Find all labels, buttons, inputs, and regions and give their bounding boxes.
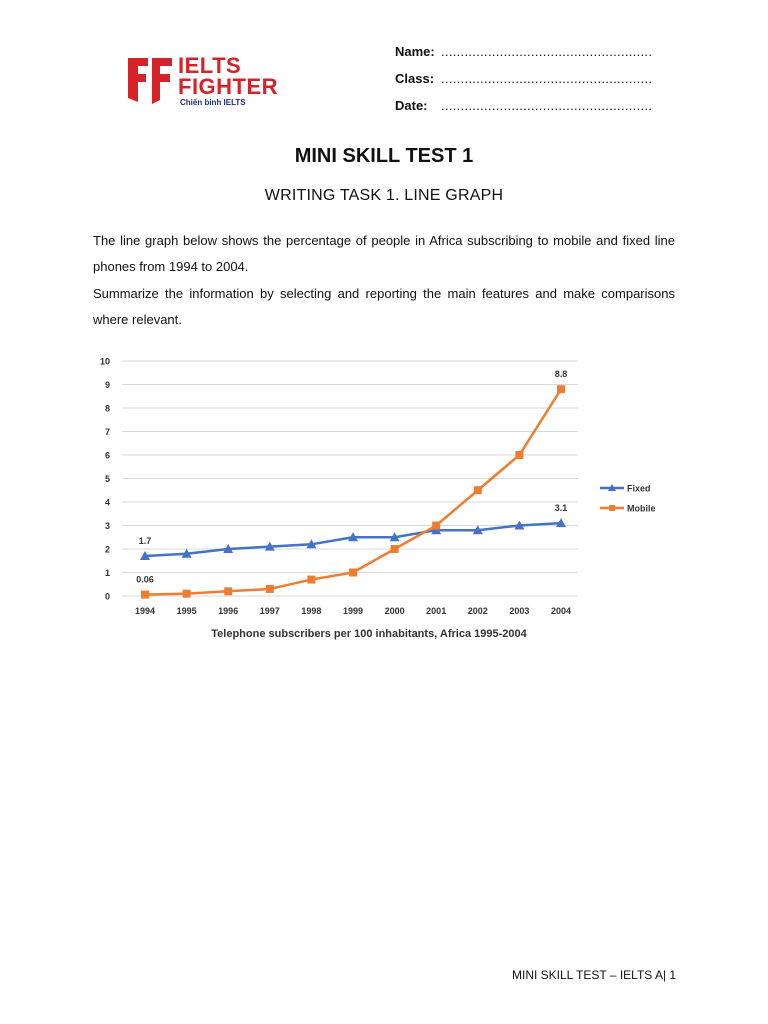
data-point-mobile	[224, 587, 232, 595]
x-tick-label: 1997	[259, 606, 280, 616]
task-description: The line graph below shows the percentage of people in Africa subscribing to mobile and fixed line phones from 1994 to 2004.	[93, 233, 675, 274]
y-tick-label: 0	[104, 591, 110, 602]
data-point-mobile	[307, 576, 315, 584]
x-tick-label: 1995	[176, 606, 197, 616]
x-tick-label: 2000	[384, 606, 405, 616]
y-tick-label: 4	[104, 497, 110, 508]
x-tick-label: 2003	[509, 606, 530, 616]
name-label: Name:	[395, 44, 435, 59]
data-point-mobile	[474, 486, 482, 494]
page-footer: MINI SKILL TEST – IELTS A| 1	[512, 968, 677, 982]
legend-marker-mobile	[609, 505, 615, 511]
x-tick-label: 1994	[134, 606, 156, 616]
name-field	[395, 44, 652, 71]
x-tick-label: 2002	[467, 606, 488, 616]
class-blank: ......................................................	[441, 71, 653, 86]
class-field	[395, 71, 652, 98]
logo-text-fighter: FIGHTER	[178, 74, 279, 99]
date-field	[395, 98, 652, 125]
date-label: Date:	[395, 98, 428, 113]
x-tick-label: 1998	[301, 606, 322, 616]
data-point-mobile	[557, 385, 565, 393]
y-tick-label: 10	[99, 356, 110, 367]
y-tick-label: 6	[104, 450, 110, 461]
legend-label: Fixed	[627, 483, 651, 494]
series-line-mobile	[145, 389, 561, 594]
y-tick-label: 1	[104, 568, 110, 578]
y-tick-label: 7	[104, 427, 110, 437]
data-point-mobile	[141, 591, 149, 599]
y-tick-label: 3	[104, 521, 110, 531]
y-tick-label: 5	[104, 474, 110, 484]
data-point-mobile	[183, 590, 191, 598]
logo-tagline: Chiến binh IELTS	[180, 98, 246, 107]
data-point-mobile	[515, 451, 523, 459]
data-point-mobile	[349, 569, 357, 577]
line-chart	[94, 348, 656, 648]
logo-mark-icon	[126, 54, 174, 106]
page-subtitle: WRITING TASK 1. LINE GRAPH	[264, 187, 504, 204]
chart-title: Telephone subscribers per 100 inhabitants, Africa 1995-2004	[211, 628, 527, 640]
data-label: 8.8	[554, 369, 568, 380]
data-label: 1.7	[138, 536, 152, 547]
y-tick-label: 9	[104, 380, 110, 390]
y-tick-label: 2	[104, 544, 110, 555]
page-title: MINI SKILL TEST 1	[294, 145, 474, 167]
student-info-fields	[395, 44, 652, 125]
x-tick-label: 1999	[342, 606, 364, 616]
ielts-fighter-logo	[126, 54, 296, 108]
data-label: 0.06	[136, 574, 154, 585]
data-point-mobile	[266, 585, 274, 593]
name-blank: ......................................................	[441, 44, 653, 59]
task-instruction: Summarize the information by selecting and reporting the main features and make comparisons where relevant.	[93, 286, 675, 327]
legend-label: Mobile	[627, 503, 656, 514]
x-tick-label: 2004	[550, 606, 572, 616]
y-tick-label: 8	[104, 403, 110, 414]
data-label: 3.1	[554, 503, 568, 514]
x-tick-label: 1996	[218, 606, 239, 616]
data-point-mobile	[432, 522, 440, 530]
x-tick-label: 2001	[426, 606, 447, 616]
class-label: Class:	[395, 71, 435, 86]
date-blank: ......................................................	[441, 98, 653, 113]
data-point-mobile	[391, 545, 399, 553]
logo-text-ielts: IELTS	[178, 53, 242, 78]
